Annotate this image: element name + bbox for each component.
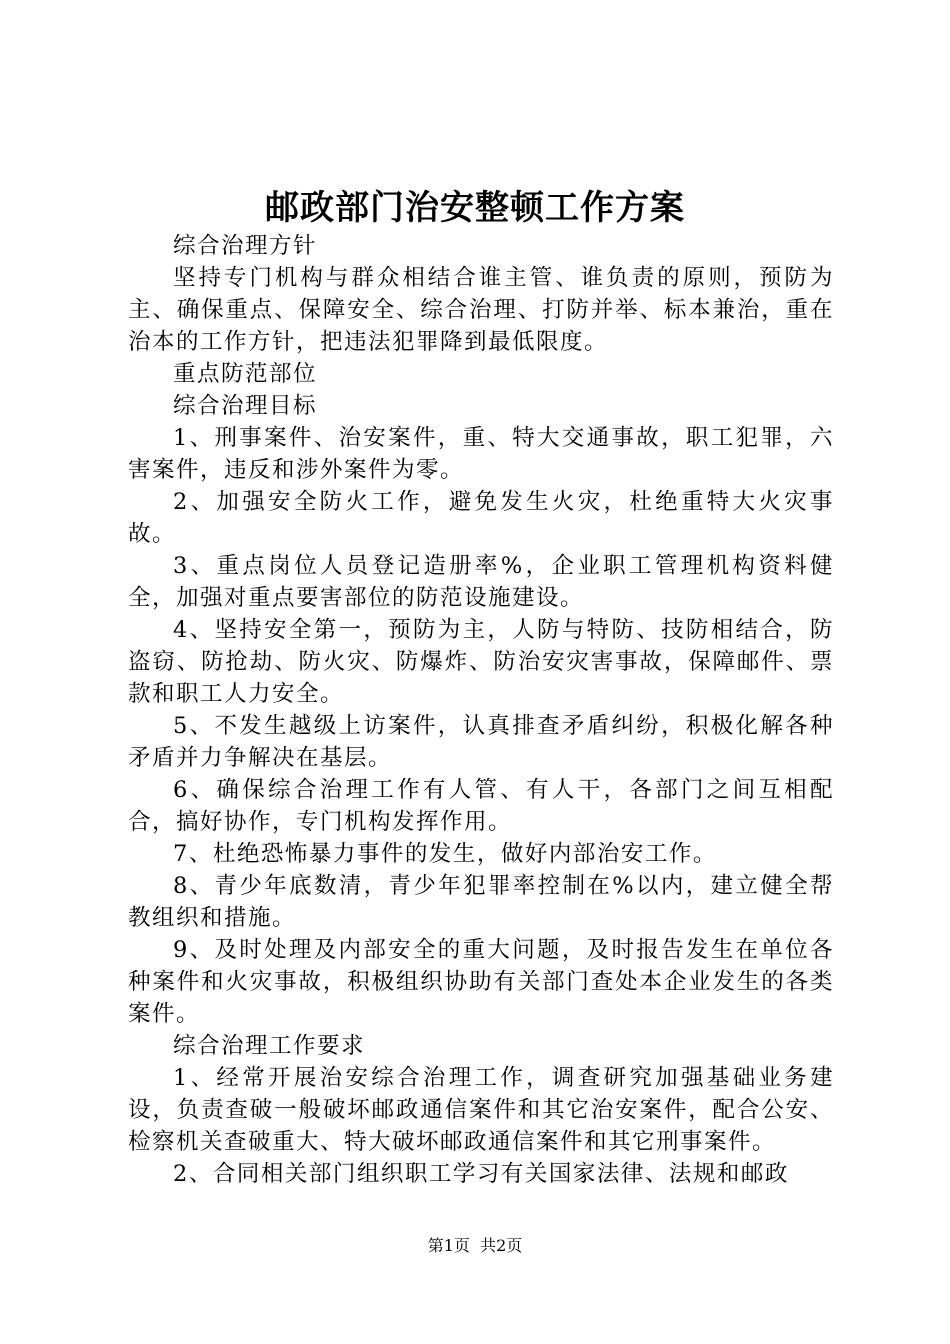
section-heading: 综合治理方针 xyxy=(173,233,318,259)
page-number: 第1页 共2页 xyxy=(427,1236,523,1255)
document-title: 邮政部门治安整顿工作方案 xyxy=(265,188,685,228)
document-body xyxy=(128,230,834,1190)
list-item: 4、坚持安全第一，预防为主，人防与特防、技防相结合，防盗窃、防抢劫、防火灾、防爆炸、防治安灾害事故，保障邮件、票款和职工人力安全。 xyxy=(128,617,834,707)
list-item: 7、杜绝恐怖暴力事件的发生，做好内部治安工作。 xyxy=(173,841,717,867)
list-item: 8、青少年底数清，青少年犯罪率控制在%以内，建立健全帮教组织和措施。 xyxy=(128,873,834,931)
list-item: 3、重点岗位人员登记造册率%，企业职工管理机构资料健全，加强对重点要害部位的防范设施建设。 xyxy=(128,553,834,611)
section-heading: 综合治理工作要求 xyxy=(173,1033,366,1059)
list-item: 5、不发生越级上访案件，认真排查矛盾纠纷，积极化解各种矛盾并力争解决在基层。 xyxy=(128,713,834,771)
list-item: 9、及时处理及内部安全的重大问题，及时报告发生在单位各种案件和火灾事故，积极组织协助有关部门查处本企业发生的各类案件。 xyxy=(128,937,834,1027)
list-item: 1、经常开展治安综合治理工作，调查研究加强基础业务建设，负责查破一般破坏邮政通信案件和其它治安案件，配合公安、检察机关查破重大、特大破坏邮政通信案件和其它刑事案件。 xyxy=(128,1065,834,1155)
list-item: 2、合同相关部门组织职工学习有关国家法律、法规和邮政 xyxy=(173,1161,789,1187)
list-item: 6、确保综合治理工作有人管、有人干，各部门之间互相配合，搞好协作，专门机构发挥作用。 xyxy=(128,777,834,835)
paragraph: 坚持专门机构与群众相结合谁主管、谁负责的原则，预防为主、确保重点、保障安全、综合治理、打防并举、标本兼治，重在治本的工作方针，把违法犯罪降到最低限度。 xyxy=(128,265,834,355)
list-item: 2、加强安全防火工作，避免发生火灾，杜绝重特大火灾事故。 xyxy=(128,489,834,547)
section-heading: 重点防范部位 xyxy=(173,361,318,387)
list-item: 1、刑事案件、治安案件，重、特大交通事故，职工犯罪，六害案件，违反和涉外案件为零。 xyxy=(128,425,834,483)
section-heading: 综合治理目标 xyxy=(173,393,318,419)
